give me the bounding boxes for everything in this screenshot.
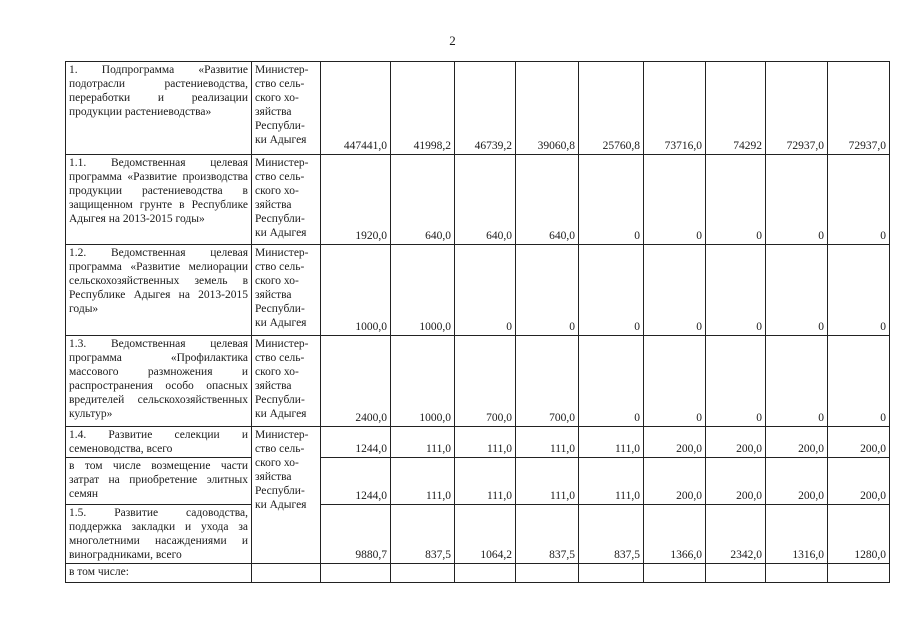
value-cell: 200,0	[644, 427, 706, 458]
value-cell: 111,0	[516, 427, 579, 458]
executor-line: зяйства	[255, 471, 292, 483]
value-cell: 39060,8	[516, 62, 579, 155]
executor-line: ство сель-	[255, 78, 305, 90]
value-cell: 447441,0	[321, 62, 391, 155]
executor-line: зяйства	[255, 106, 292, 118]
value-cell: 837,5	[579, 505, 644, 564]
value-cell	[766, 564, 828, 583]
value-cell: 111,0	[516, 458, 579, 505]
value-cell: 0	[766, 155, 828, 245]
value-cell: 0	[706, 336, 766, 427]
value-cell: 200,0	[828, 427, 890, 458]
executor-cell-empty	[252, 564, 321, 583]
executor-line: Министер-	[255, 429, 309, 441]
value-cell: 1280,0	[828, 505, 890, 564]
executor-line: ки Адыгея	[255, 227, 307, 239]
table-row	[66, 458, 890, 505]
executor-line: Республи-	[255, 303, 305, 315]
value-cell: 0	[706, 245, 766, 336]
budget-table	[65, 61, 890, 583]
executor-cell	[252, 427, 321, 564]
value-cell: 2400,0	[321, 336, 391, 427]
value-cell: 1244,0	[321, 427, 391, 458]
value-cell	[828, 564, 890, 583]
value-cell: 1000,0	[391, 245, 455, 336]
value-cell: 200,0	[706, 458, 766, 505]
value-cell: 9880,7	[321, 505, 391, 564]
row-name: 1.2. Ведомственная целевая программа «Развитие мелиорации сельскохозяйственных земель в Республике Адыгея на 2013-2015 годы»	[66, 245, 252, 336]
executor-cell	[252, 155, 321, 245]
executor-line: ки Адыгея	[255, 499, 307, 511]
executor-line: Республи-	[255, 213, 305, 225]
value-cell: 1316,0	[766, 505, 828, 564]
value-cell: 0	[579, 245, 644, 336]
value-cell: 200,0	[644, 458, 706, 505]
page-number: 2	[449, 33, 456, 48]
value-cell: 72937,0	[828, 62, 890, 155]
table-row	[66, 336, 890, 427]
value-cell: 111,0	[455, 427, 516, 458]
executor-line: Министер-	[255, 338, 309, 350]
row-name: 1. Подпрограмма «Развитие подотрасли растениеводства, переработки и реализации продукции растениеводства»	[66, 62, 252, 155]
value-cell: 1064,2	[455, 505, 516, 564]
value-cell: 73716,0	[644, 62, 706, 155]
executor-cell	[252, 245, 321, 336]
value-cell: 1000,0	[391, 336, 455, 427]
row-name: 1.3. Ведомственная целевая программа «Профилактика массового размножения и распространения особо опасных вредителей сельскохозяйственных культур»	[66, 336, 252, 427]
row-name: в том числе:	[66, 564, 252, 583]
table-row	[66, 564, 890, 583]
row-name: 1.1. Ведомственная целевая программа «Развитие производства продукции растениеводства в защищенном грунте в Республике Адыгея на 2013-2015 годы»	[66, 155, 252, 245]
executor-line: зяйства	[255, 199, 292, 211]
value-cell: 640,0	[391, 155, 455, 245]
value-cell: 0	[706, 155, 766, 245]
executor-line: ского хо-	[255, 275, 299, 287]
value-cell: 640,0	[516, 155, 579, 245]
row-name: 1.5. Развитие садоводства, поддержка закладки и ухода за многолетними насаждениями и виноградниками, всего	[66, 505, 252, 564]
executor-line: ство сель-	[255, 352, 305, 364]
table-row	[66, 505, 890, 564]
value-cell: 837,5	[391, 505, 455, 564]
value-cell: 74292	[706, 62, 766, 155]
value-cell: 0	[828, 245, 890, 336]
executor-line: Министер-	[255, 157, 309, 169]
value-cell: 700,0	[455, 336, 516, 427]
value-cell: 0	[516, 245, 579, 336]
value-cell: 200,0	[766, 458, 828, 505]
executor-line: ство сель-	[255, 171, 305, 183]
value-cell: 837,5	[516, 505, 579, 564]
value-cell	[579, 564, 644, 583]
value-cell: 111,0	[579, 427, 644, 458]
value-cell: 111,0	[391, 458, 455, 505]
table-row	[66, 155, 890, 245]
value-cell	[516, 564, 579, 583]
value-cell: 1366,0	[644, 505, 706, 564]
executor-line: ского хо-	[255, 457, 299, 469]
row-name: в том числе возмещение части затрат на приобретение элитных семян	[66, 458, 252, 505]
value-cell: 41998,2	[391, 62, 455, 155]
value-cell: 0	[644, 245, 706, 336]
executor-line: ки Адыгея	[255, 317, 307, 329]
executor-line: Министер-	[255, 64, 309, 76]
value-cell: 2342,0	[706, 505, 766, 564]
executor-line: зяйства	[255, 289, 292, 301]
table-row	[66, 62, 890, 155]
executor-line: зяйства	[255, 380, 292, 392]
value-cell	[644, 564, 706, 583]
row-name: 1.4. Развитие селекции и семеноводства, всего	[66, 427, 252, 458]
value-cell	[391, 564, 455, 583]
value-cell: 1000,0	[321, 245, 391, 336]
value-cell: 200,0	[828, 458, 890, 505]
value-cell: 1244,0	[321, 458, 391, 505]
executor-line: Республи-	[255, 394, 305, 406]
value-cell: 111,0	[579, 458, 644, 505]
table-row	[66, 427, 890, 458]
executor-line: Республи-	[255, 120, 305, 132]
value-cell: 0	[828, 336, 890, 427]
executor-line: ского хо-	[255, 366, 299, 378]
executor-line: ского хо-	[255, 92, 299, 104]
executor-line: ки Адыгея	[255, 134, 307, 146]
executor-line: ки Адыгея	[255, 408, 307, 420]
value-cell: 111,0	[455, 458, 516, 505]
value-cell: 0	[579, 155, 644, 245]
executor-cell	[252, 62, 321, 155]
value-cell: 640,0	[455, 155, 516, 245]
value-cell: 200,0	[706, 427, 766, 458]
value-cell: 111,0	[391, 427, 455, 458]
value-cell	[455, 564, 516, 583]
table-row	[66, 245, 890, 336]
value-cell: 46739,2	[455, 62, 516, 155]
value-cell: 0	[644, 155, 706, 245]
executor-line: Республи-	[255, 485, 305, 497]
value-cell	[706, 564, 766, 583]
executor-line: Министер-	[255, 247, 309, 259]
executor-line: ского хо-	[255, 185, 299, 197]
value-cell: 0	[644, 336, 706, 427]
value-cell: 200,0	[766, 427, 828, 458]
value-cell: 0	[579, 336, 644, 427]
value-cell: 1920,0	[321, 155, 391, 245]
executor-line: ство сель-	[255, 261, 305, 273]
value-cell	[321, 564, 391, 583]
value-cell: 0	[455, 245, 516, 336]
value-cell: 0	[766, 336, 828, 427]
value-cell: 0	[766, 245, 828, 336]
executor-cell	[252, 336, 321, 427]
value-cell: 700,0	[516, 336, 579, 427]
value-cell: 25760,8	[579, 62, 644, 155]
value-cell: 72937,0	[766, 62, 828, 155]
value-cell: 0	[828, 155, 890, 245]
executor-line: ство сель-	[255, 443, 305, 455]
